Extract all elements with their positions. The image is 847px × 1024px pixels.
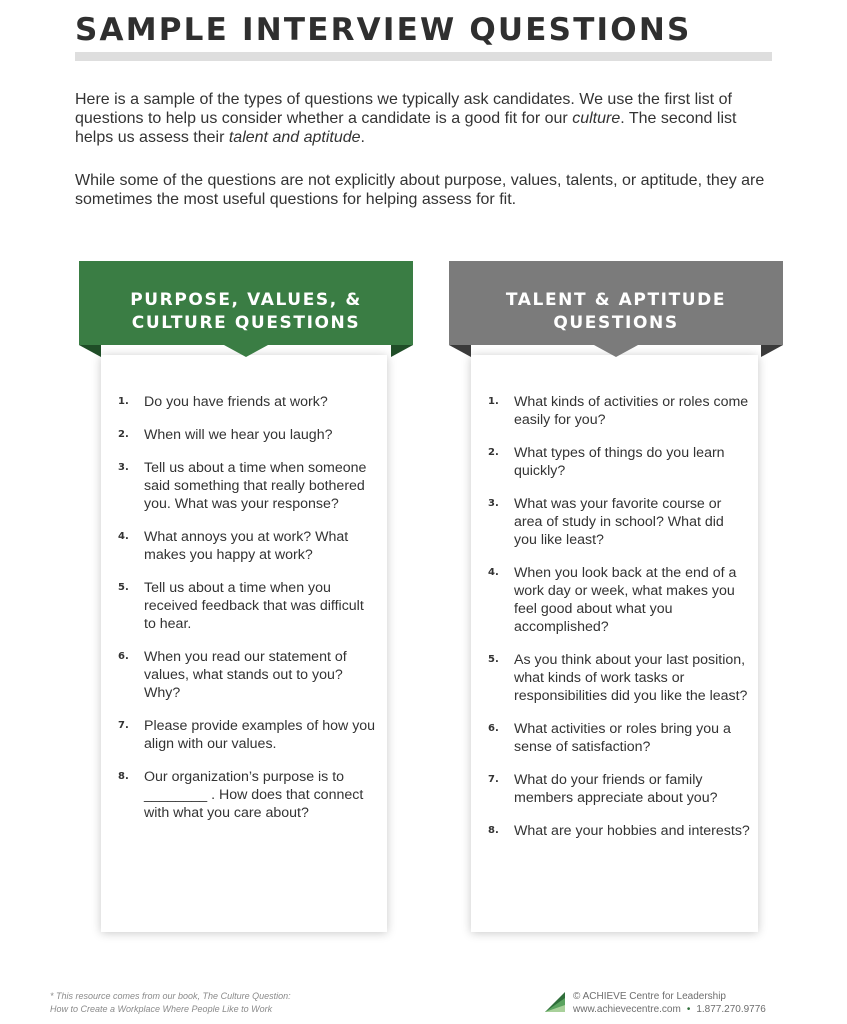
question-text: What types of things do you learn quickly? (514, 445, 725, 479)
intro-emphasis-culture: culture (572, 110, 621, 127)
culture-question-list (118, 393, 378, 837)
question-number: 8. (488, 825, 499, 836)
heading-line-2: CULTURE QUESTIONS (131, 313, 361, 333)
question-text: Please provide examples of how you align with our values. (144, 718, 376, 752)
question-number: 6. (488, 723, 499, 734)
question-number: 4. (488, 567, 499, 578)
separator-dot: • (686, 1004, 691, 1015)
intro-paragraph-1 (75, 90, 775, 147)
question-text: Tell us about a time when you received feedback that was difficult to hear. (144, 580, 364, 632)
banner-fold-right (761, 345, 783, 357)
contact-line (573, 1003, 813, 1016)
heading-line-1: TALENT & APTITUDE (505, 290, 727, 310)
question-number: 3. (488, 498, 499, 509)
question-number: 8. (118, 771, 129, 782)
book-note-line-2: How to Create a Workplace Where People Like to Work (50, 1004, 273, 1014)
question-text: As you think about your last position, what kinds of work tasks or responsibilities did you like the least? (514, 652, 748, 704)
question-item (118, 768, 378, 822)
question-text: What annoys you at work? What makes you happy at work? (144, 529, 349, 563)
organization-name: © ACHIEVE Centre for Leadership (573, 991, 726, 1002)
question-item (488, 771, 750, 807)
question-number: 7. (488, 774, 499, 785)
question-item (118, 717, 378, 753)
question-text: Tell us about a time when someone said something that really bothered you. What was your response? (144, 460, 367, 512)
page-title: SAMPLE INTERVIEW QUESTIONS (75, 12, 692, 48)
book-note-line-1: * This resource comes from our book, The Culture Question: (50, 991, 291, 1001)
question-item (488, 393, 750, 429)
talent-questions-heading (449, 289, 783, 335)
question-item (118, 459, 378, 513)
intro-emphasis-talent: talent and aptitude (228, 129, 361, 146)
banner-fold-left (449, 345, 471, 357)
question-number: 2. (118, 429, 129, 440)
question-text: When will we hear you laugh? (144, 427, 333, 443)
intro-paragraph-2: While some of the questions are not explicitly about purpose, values, talents, or aptitude, they are sometimes the most useful questions for helping assess for fit. (75, 172, 765, 208)
question-number: 3. (118, 462, 129, 473)
book-source-note (50, 990, 390, 1016)
title-underline (75, 52, 772, 61)
culture-questions-banner (79, 261, 413, 357)
question-text: What activities or roles bring you a sense of satisfaction? (514, 721, 731, 755)
question-number: 2. (488, 447, 499, 458)
question-number: 4. (118, 531, 129, 542)
question-item (118, 579, 378, 633)
banner-fold-right (391, 345, 413, 357)
question-item (488, 444, 750, 480)
heading-line-2: QUESTIONS (553, 313, 679, 333)
question-item (118, 648, 378, 702)
question-text: When you look back at the end of a work day or week, what makes you feel good about what you accomplished? (514, 565, 737, 635)
question-item (488, 564, 750, 636)
question-text: Our organization’s purpose is to ________ . How does that connect with what you care about? (144, 769, 364, 821)
question-item (488, 495, 750, 549)
question-text: What are your hobbies and interests? (514, 823, 750, 839)
question-text: When you read our statement of values, what stands out to you? Why? (144, 649, 347, 701)
organization-contact (573, 990, 813, 1016)
banner-fold-left (79, 345, 101, 357)
phone-number: 1.877.270.9776 (696, 1004, 766, 1015)
question-item (118, 426, 378, 444)
heading-line-1: PURPOSE, VALUES, & (130, 290, 362, 310)
question-number: 6. (118, 651, 129, 662)
intro-text: Here is a sample of the types of questions we typically ask candidates. We use the first list of questions to help us consider whether a candidate is a good fit for our (75, 91, 732, 127)
question-item (488, 822, 750, 840)
question-number: 1. (118, 396, 129, 407)
intro-text: . (360, 129, 365, 146)
question-text: Do you have friends at work? (144, 394, 328, 410)
intro-text: . The second list helps us assess their (75, 110, 737, 146)
question-number: 5. (118, 582, 129, 593)
question-text: What do your friends or family members appreciate about you? (514, 772, 718, 806)
question-item (488, 720, 750, 756)
question-text: What kinds of activities or roles come easily for you? (514, 394, 749, 428)
question-text: What was your favorite course or area of study in school? What did you like least? (514, 496, 724, 548)
question-item (118, 528, 378, 564)
talent-questions-banner (449, 261, 783, 357)
question-item (118, 393, 378, 411)
question-number: 1. (488, 396, 499, 407)
talent-question-list (488, 393, 750, 855)
website-link[interactable]: www.achievecentre.com (573, 1004, 681, 1015)
culture-questions-heading (79, 289, 413, 335)
question-number: 5. (488, 654, 499, 665)
question-number: 7. (118, 720, 129, 731)
question-item (488, 651, 750, 705)
achieve-logo-icon (545, 992, 565, 1012)
